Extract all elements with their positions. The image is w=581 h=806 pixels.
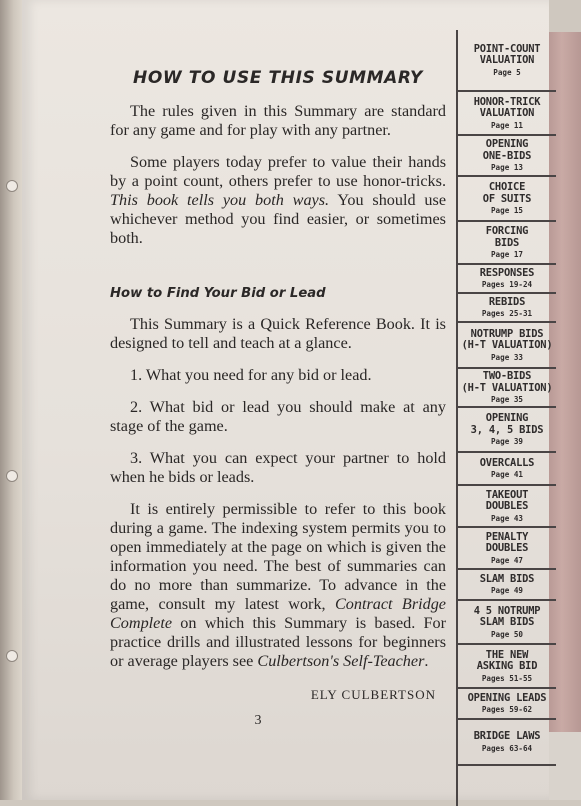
index-tab-title: OF SUITS: [482, 192, 532, 205]
binding-hole: [6, 180, 18, 192]
index-tab-page: Page 47: [490, 555, 523, 565]
index-tab-title: ASKING BID: [476, 660, 538, 672]
body-paragraph-final: It is entirely permissible to refer to this book during a game. The indexing system permits you to open immediately at the page on which is given the information you need. The best of summaries can do no more than summarize. To advance in the game, consult my latest work, Contract Bridge Complete on which this Summary is based. For practice drills and illustrated lessons for beginners or average players see Culbertson's Self-Teacher.: [110, 500, 446, 670]
index-tab[interactable]: [458, 720, 556, 766]
index-tab-page: Pages 63-64: [481, 743, 533, 753]
index-tab[interactable]: [458, 92, 556, 136]
index-tab-title: DOUBLES: [485, 500, 529, 512]
index-tab-title: DOUBLES: [485, 542, 529, 554]
index-tab[interactable]: [458, 601, 556, 645]
index-tab-title: TWO-BIDS: [482, 370, 532, 382]
binding-edge: [0, 0, 22, 800]
index-tab-page: Pages 51-55: [481, 673, 533, 683]
index-tab[interactable]: [458, 30, 556, 92]
index-tab-title: FORCING: [485, 225, 529, 237]
index-tab-title: POINT-COUNT: [473, 42, 541, 55]
index-tab[interactable]: [458, 528, 556, 570]
index-tab[interactable]: [458, 486, 556, 528]
index-tab-title: OPENING: [485, 138, 529, 150]
index-tab-title: VALUATION: [479, 54, 535, 66]
index-tab[interactable]: [458, 294, 556, 323]
index-tab[interactable]: [458, 265, 556, 294]
index-tab-page: Page 41: [490, 470, 523, 480]
sub-heading: How to Find Your Bid or Lead: [110, 286, 326, 301]
index-tab-title: 3, 4, 5 BIDS: [470, 423, 544, 436]
index-tab-page: Pages 25-31: [481, 309, 533, 319]
author-signature: ELY CULBERTSON: [310, 687, 436, 702]
body-paragraph-1: This Summary is a Quick Reference Book. It is designed to tell and teach at a glance.: [110, 315, 446, 352]
index-tab-page: Page 49: [490, 586, 523, 596]
index-tab-page: Pages 19-24: [481, 280, 533, 290]
body-list-item-2: 2. What bid or lead you should make at any stage of the game.: [110, 398, 446, 435]
index-tab-page: Page 13: [490, 163, 523, 172]
book-page: [22, 0, 553, 800]
intro-paragraph-1: The rules given in this Summary are standard for any game and for play with any partner.: [110, 102, 446, 139]
index-tab-title: (H-T VALUATION): [461, 381, 553, 394]
index-tab-page: Page 17: [490, 250, 523, 259]
index-tab-page: Page 15: [490, 206, 523, 215]
index-tab[interactable]: [458, 136, 556, 177]
index-tab-title: CHOICE: [488, 181, 526, 193]
index-tab[interactable]: [458, 570, 556, 601]
index-tab[interactable]: [458, 689, 556, 720]
index-tab[interactable]: [458, 222, 556, 265]
index-tab-page: Page 50: [490, 629, 523, 639]
index-tab-title: REBIDS: [488, 295, 526, 308]
index-tab-title: HONOR-TRICK: [473, 95, 541, 108]
index-tab-page: Page 43: [490, 513, 523, 523]
index-tab[interactable]: [458, 408, 556, 453]
page-heading: HOW TO USE THIS SUMMARY: [133, 68, 423, 88]
index-tab[interactable]: [458, 645, 556, 689]
index-tab[interactable]: [458, 177, 556, 222]
intro-paragraph-2: Some players today prefer to value their hands by a point count, others prefer to use honor-tricks. This book tells you both ways. You should use whichever method you find easier, or sometimes both.: [110, 153, 447, 247]
index-tab-page: Page 5: [493, 67, 521, 77]
index-tab-title: OPENING LEADS: [467, 691, 547, 704]
index-tabs: [456, 30, 556, 806]
index-tab-title: ONE-BIDS: [482, 149, 532, 162]
index-tab-title: BRIDGE LAWS: [473, 730, 541, 743]
index-tab-page: Page 35: [490, 395, 523, 404]
body-list-item-3: 3. What you can expect your partner to hold when he bids or leads.: [110, 449, 446, 486]
index-tab-title: (H-T VALUATION): [461, 339, 553, 351]
binding-hole: [6, 650, 18, 662]
index-tab[interactable]: [458, 369, 556, 408]
index-tab-title: THE NEW: [485, 648, 529, 661]
index-tab[interactable]: [458, 453, 556, 486]
body-list-item-1: 1. What you need for any bid or lead.: [130, 366, 372, 384]
index-tab-title: 4 5 NOTRUMP: [473, 604, 541, 617]
index-tab-title: RESPONSES: [479, 266, 535, 279]
index-tab-title: OPENING: [485, 412, 529, 424]
index-tab-title: BIDS: [494, 236, 520, 249]
binding-hole: [6, 470, 18, 482]
index-tab[interactable]: [458, 323, 556, 369]
index-tab-title: TAKEOUT: [485, 488, 529, 501]
index-tab-title: PENALTY: [485, 530, 529, 543]
page-content: [110, 62, 446, 729]
index-tab-page: Page 39: [490, 437, 523, 446]
index-tab-page: Pages 59-62: [481, 705, 533, 715]
index-tab-title: SLAM BIDS: [479, 572, 535, 585]
page-number: 3: [254, 713, 262, 728]
index-tab-title: OVERCALLS: [479, 456, 535, 469]
index-tab-title: VALUATION: [479, 107, 535, 119]
index-tab-page: Page 33: [490, 352, 523, 362]
index-tab-page: Page 11: [490, 120, 523, 130]
index-tab-title: NOTRUMP BIDS: [470, 327, 544, 340]
index-tab-title: SLAM BIDS: [479, 616, 535, 628]
